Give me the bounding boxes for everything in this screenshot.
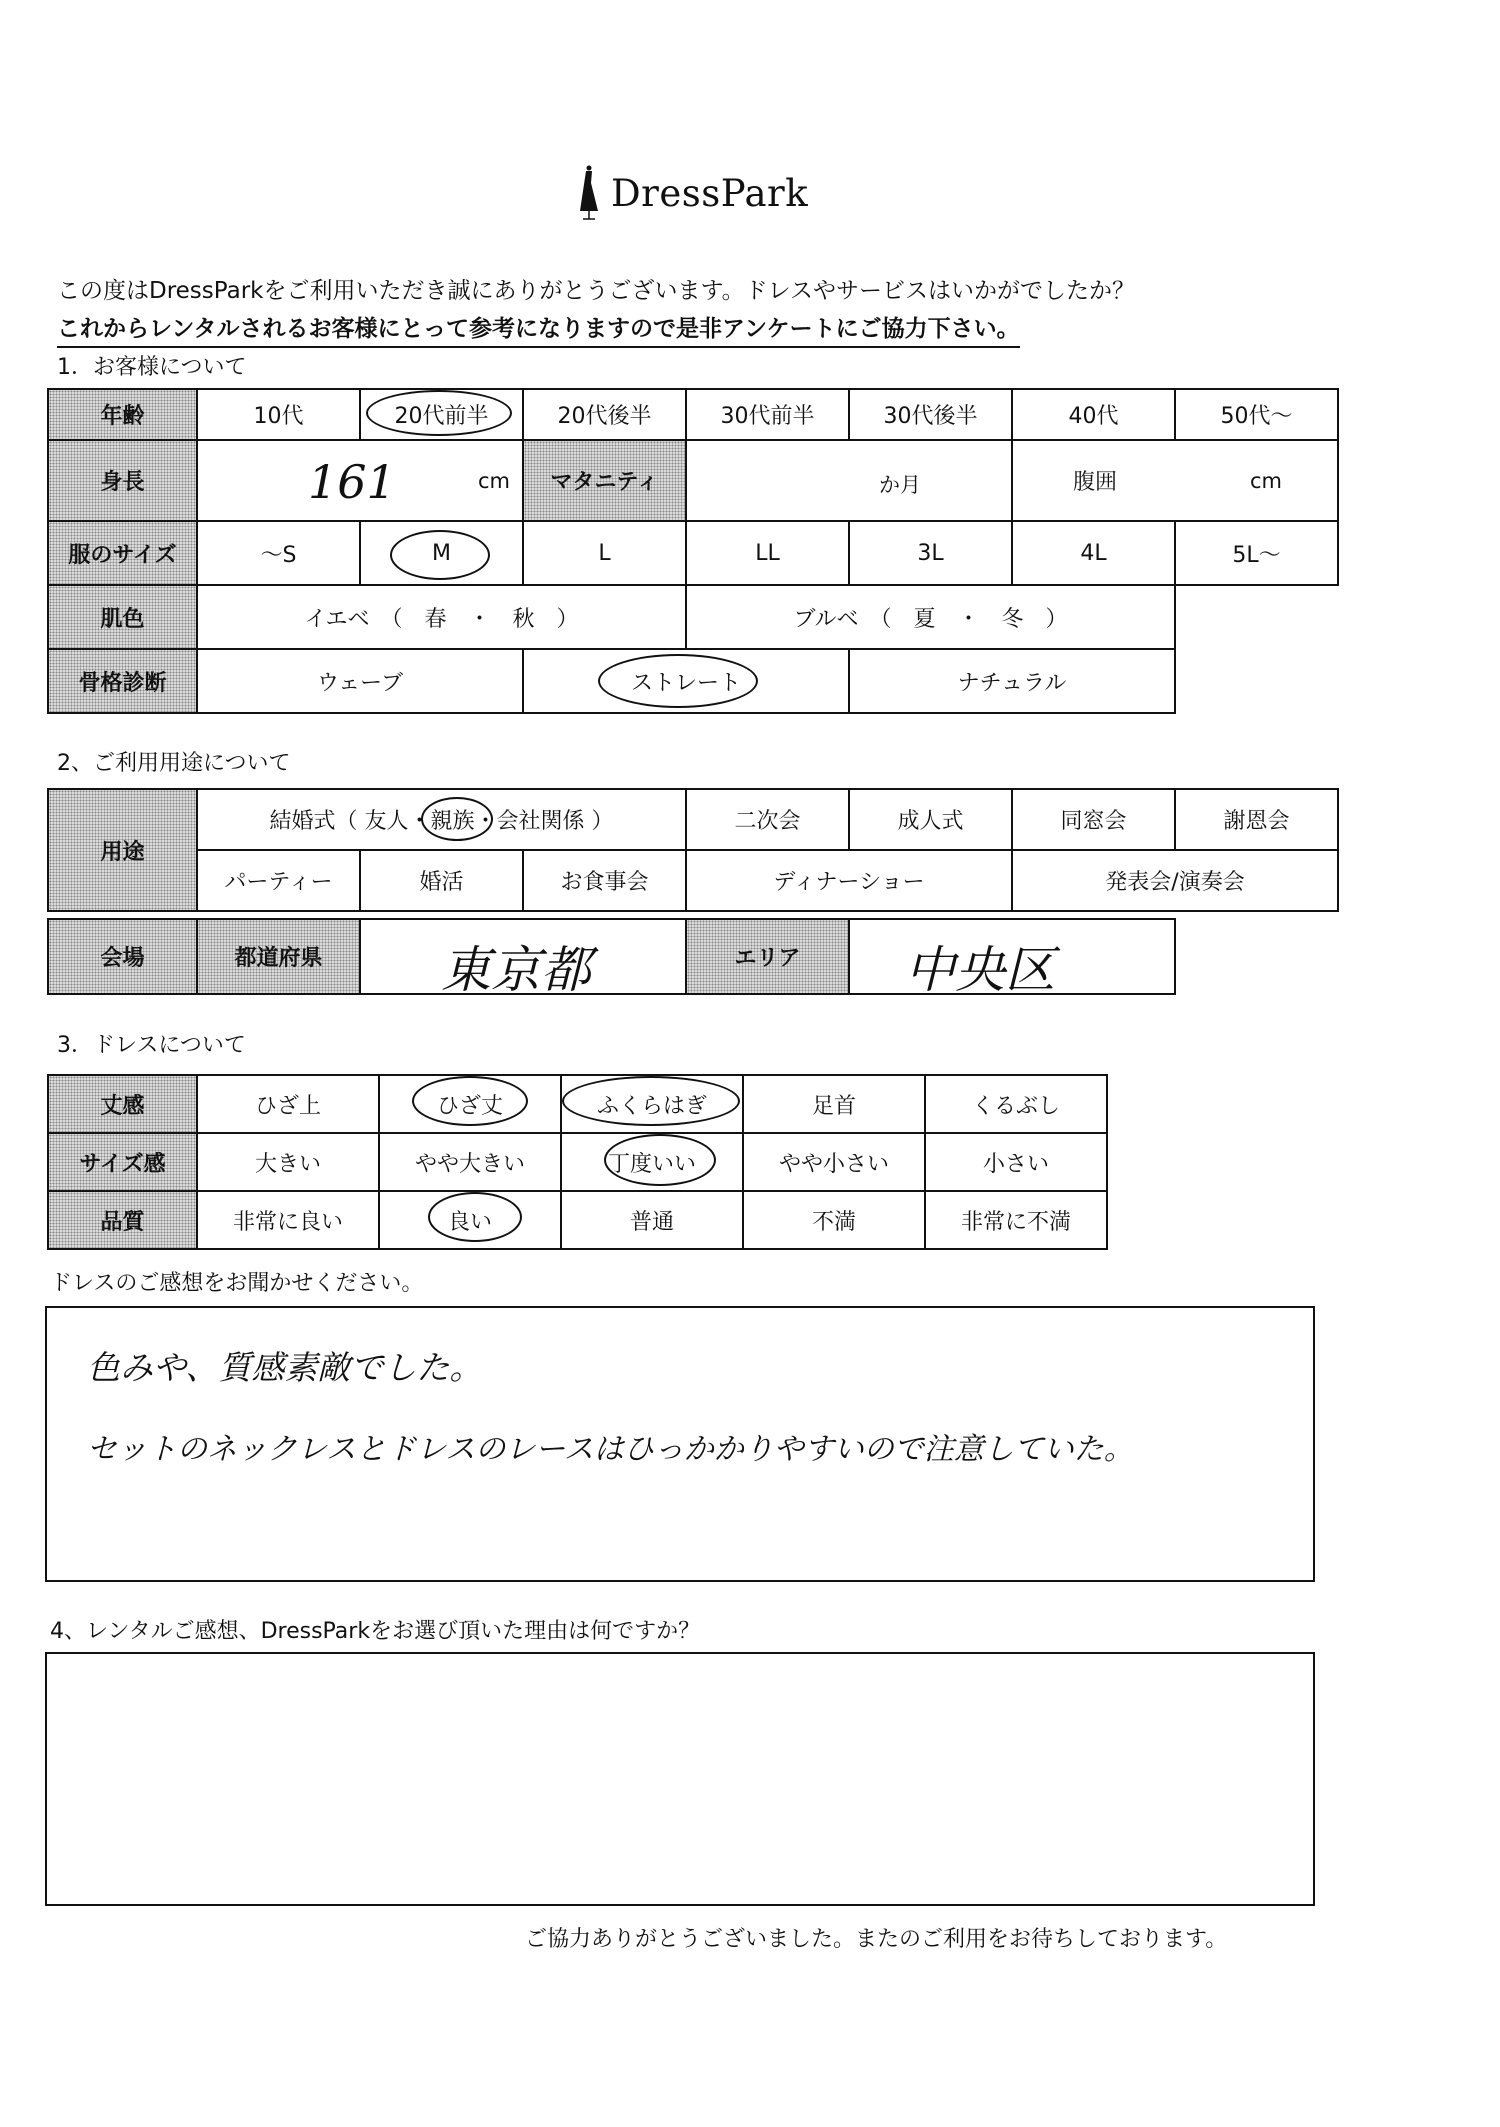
selection-circle [598, 654, 758, 708]
pref-label: 都道府県 [196, 918, 361, 995]
section4-title: 4、レンタルご感想、DressParkをお選び頂いた理由は何ですか？ [50, 1619, 701, 1644]
length-option[interactable]: くるぶし [924, 1074, 1108, 1134]
thanks-text: ご協力ありがとうございました。またのご利用をお待ちしております。 [525, 1927, 1228, 1952]
waist-label: 腹囲 [1073, 470, 1118, 495]
quality-option[interactable]: 非常に不満 [924, 1190, 1108, 1250]
section1-title: 1．お客様について [57, 355, 247, 380]
fit-option[interactable]: 小さい [924, 1132, 1108, 1192]
purpose-label: 用途 [47, 788, 198, 912]
fit-option-selected[interactable]: 丁度いい [560, 1132, 744, 1192]
age-option-selected[interactable]: 20代前半 [359, 388, 524, 441]
brand-name: DressPark [611, 171, 809, 215]
length-option-selected[interactable]: ひざ丈 [378, 1074, 562, 1134]
purpose-option[interactable]: ディナーショー [685, 849, 1013, 912]
size-option[interactable]: LL [685, 520, 850, 586]
dress-icon [577, 165, 601, 221]
height-label: 身長 [47, 439, 198, 522]
age-option[interactable]: 40代 [1011, 388, 1176, 441]
months-unit: か月 [879, 473, 921, 497]
quality-option[interactable]: 不満 [742, 1190, 926, 1250]
fit-label: サイズ感 [47, 1132, 198, 1192]
purpose-option[interactable]: お食事会 [522, 849, 687, 912]
quality-option-selected[interactable]: 良い [378, 1190, 562, 1250]
selection-circle [366, 390, 512, 436]
intro-text: この度はDressParkをご利用いただき誠にありがとうございます。ドレスやサービスはいかがでしたか？ [57, 278, 1135, 304]
quality-option[interactable]: 普通 [560, 1190, 744, 1250]
age-option[interactable]: 50代～ [1174, 388, 1339, 441]
purpose-option[interactable]: パーティー [196, 849, 361, 912]
area-value: 中央区 [905, 941, 1055, 999]
age-option[interactable]: 30代後半 [848, 388, 1013, 441]
venue-label: 会場 [47, 918, 198, 995]
purpose-option[interactable]: 謝恩会 [1174, 788, 1339, 851]
skin-yellow-option[interactable]: イエベ （ 春 ・ 秋 ） [196, 584, 687, 650]
impression-line1: 色みや、質感素敵でした。 [87, 1348, 483, 1387]
impression-prompt: ドレスのご感想をお聞かせください。 [50, 1271, 424, 1296]
selection-circle [421, 797, 493, 841]
pref-field[interactable] [359, 918, 687, 999]
reason-box[interactable] [45, 1652, 1315, 1906]
size-option[interactable]: 3L [848, 520, 1013, 586]
area-label: エリア [685, 918, 850, 995]
size-option-selected[interactable]: M [359, 520, 524, 586]
section3-title: 3．ドレスについて [57, 1033, 246, 1058]
age-label: 年齢 [47, 388, 198, 441]
age-option[interactable]: 20代後半 [522, 388, 687, 441]
frame-option[interactable]: ナチュラル [848, 648, 1176, 714]
length-option-selected[interactable]: ふくらはぎ [560, 1074, 744, 1134]
selection-circle [390, 530, 490, 580]
waist-unit: cm [1249, 469, 1282, 493]
age-option[interactable]: 30代前半 [685, 388, 850, 441]
age-option[interactable]: 10代 [196, 388, 361, 441]
selection-circle [412, 1076, 528, 1126]
size-option[interactable]: L [522, 520, 687, 586]
wedding-option[interactable]: 結婚式（ 友人・親族・会社関係 ） [196, 788, 687, 851]
size-label: 服のサイズ [47, 520, 198, 586]
area-field[interactable] [848, 918, 1176, 999]
section2-title: 2、ご利用用途について [57, 751, 291, 776]
fit-option[interactable]: やや大きい [378, 1132, 562, 1192]
height-value: 161 [308, 455, 396, 509]
size-option[interactable]: ～S [196, 520, 361, 586]
frame-option-selected[interactable]: ストレート [522, 648, 850, 714]
intro-request: これからレンタルされるお客様にとって参考になりますので是非アンケートにご協力下さい。 [57, 310, 1020, 348]
quality-option[interactable]: 非常に良い [196, 1190, 380, 1250]
height-field[interactable] [196, 439, 524, 522]
length-option[interactable]: ひざ上 [196, 1074, 380, 1134]
impression-line2: セットのネックレスとドレスのレースはひっかかりやすいので注意していた。 [87, 1432, 1134, 1467]
height-unit: cm [477, 469, 510, 493]
fit-option[interactable]: やや小さい [742, 1132, 926, 1192]
selection-circle [604, 1134, 716, 1186]
frame-option[interactable]: ウェーブ [196, 648, 524, 714]
purpose-option[interactable]: 発表会/演奏会 [1011, 849, 1339, 912]
selection-circle [428, 1192, 522, 1242]
purpose-option[interactable]: 成人式 [848, 788, 1013, 851]
purpose-option[interactable]: 二次会 [685, 788, 850, 851]
quality-label: 品質 [47, 1190, 198, 1250]
pref-value: 東京都 [441, 941, 591, 999]
size-option[interactable]: 4L [1011, 520, 1176, 586]
impression-box[interactable] [45, 1306, 1315, 1582]
fit-option[interactable]: 大きい [196, 1132, 380, 1192]
length-option[interactable]: 足首 [742, 1074, 926, 1134]
length-label: 丈感 [47, 1074, 198, 1134]
waist-field[interactable] [1011, 439, 1339, 522]
size-option[interactable]: 5L～ [1174, 520, 1339, 586]
maternity-field[interactable] [685, 439, 1013, 522]
skin-blue-option[interactable]: ブルベ （ 夏 ・ 冬 ） [685, 584, 1176, 650]
frame-label: 骨格診断 [47, 648, 198, 714]
skin-label: 肌色 [47, 584, 198, 650]
brand-logo [577, 165, 808, 221]
purpose-option[interactable]: 同窓会 [1011, 788, 1176, 851]
maternity-label: マタニティ [522, 439, 687, 522]
purpose-option[interactable]: 婚活 [359, 849, 524, 912]
selection-circle [562, 1076, 740, 1126]
